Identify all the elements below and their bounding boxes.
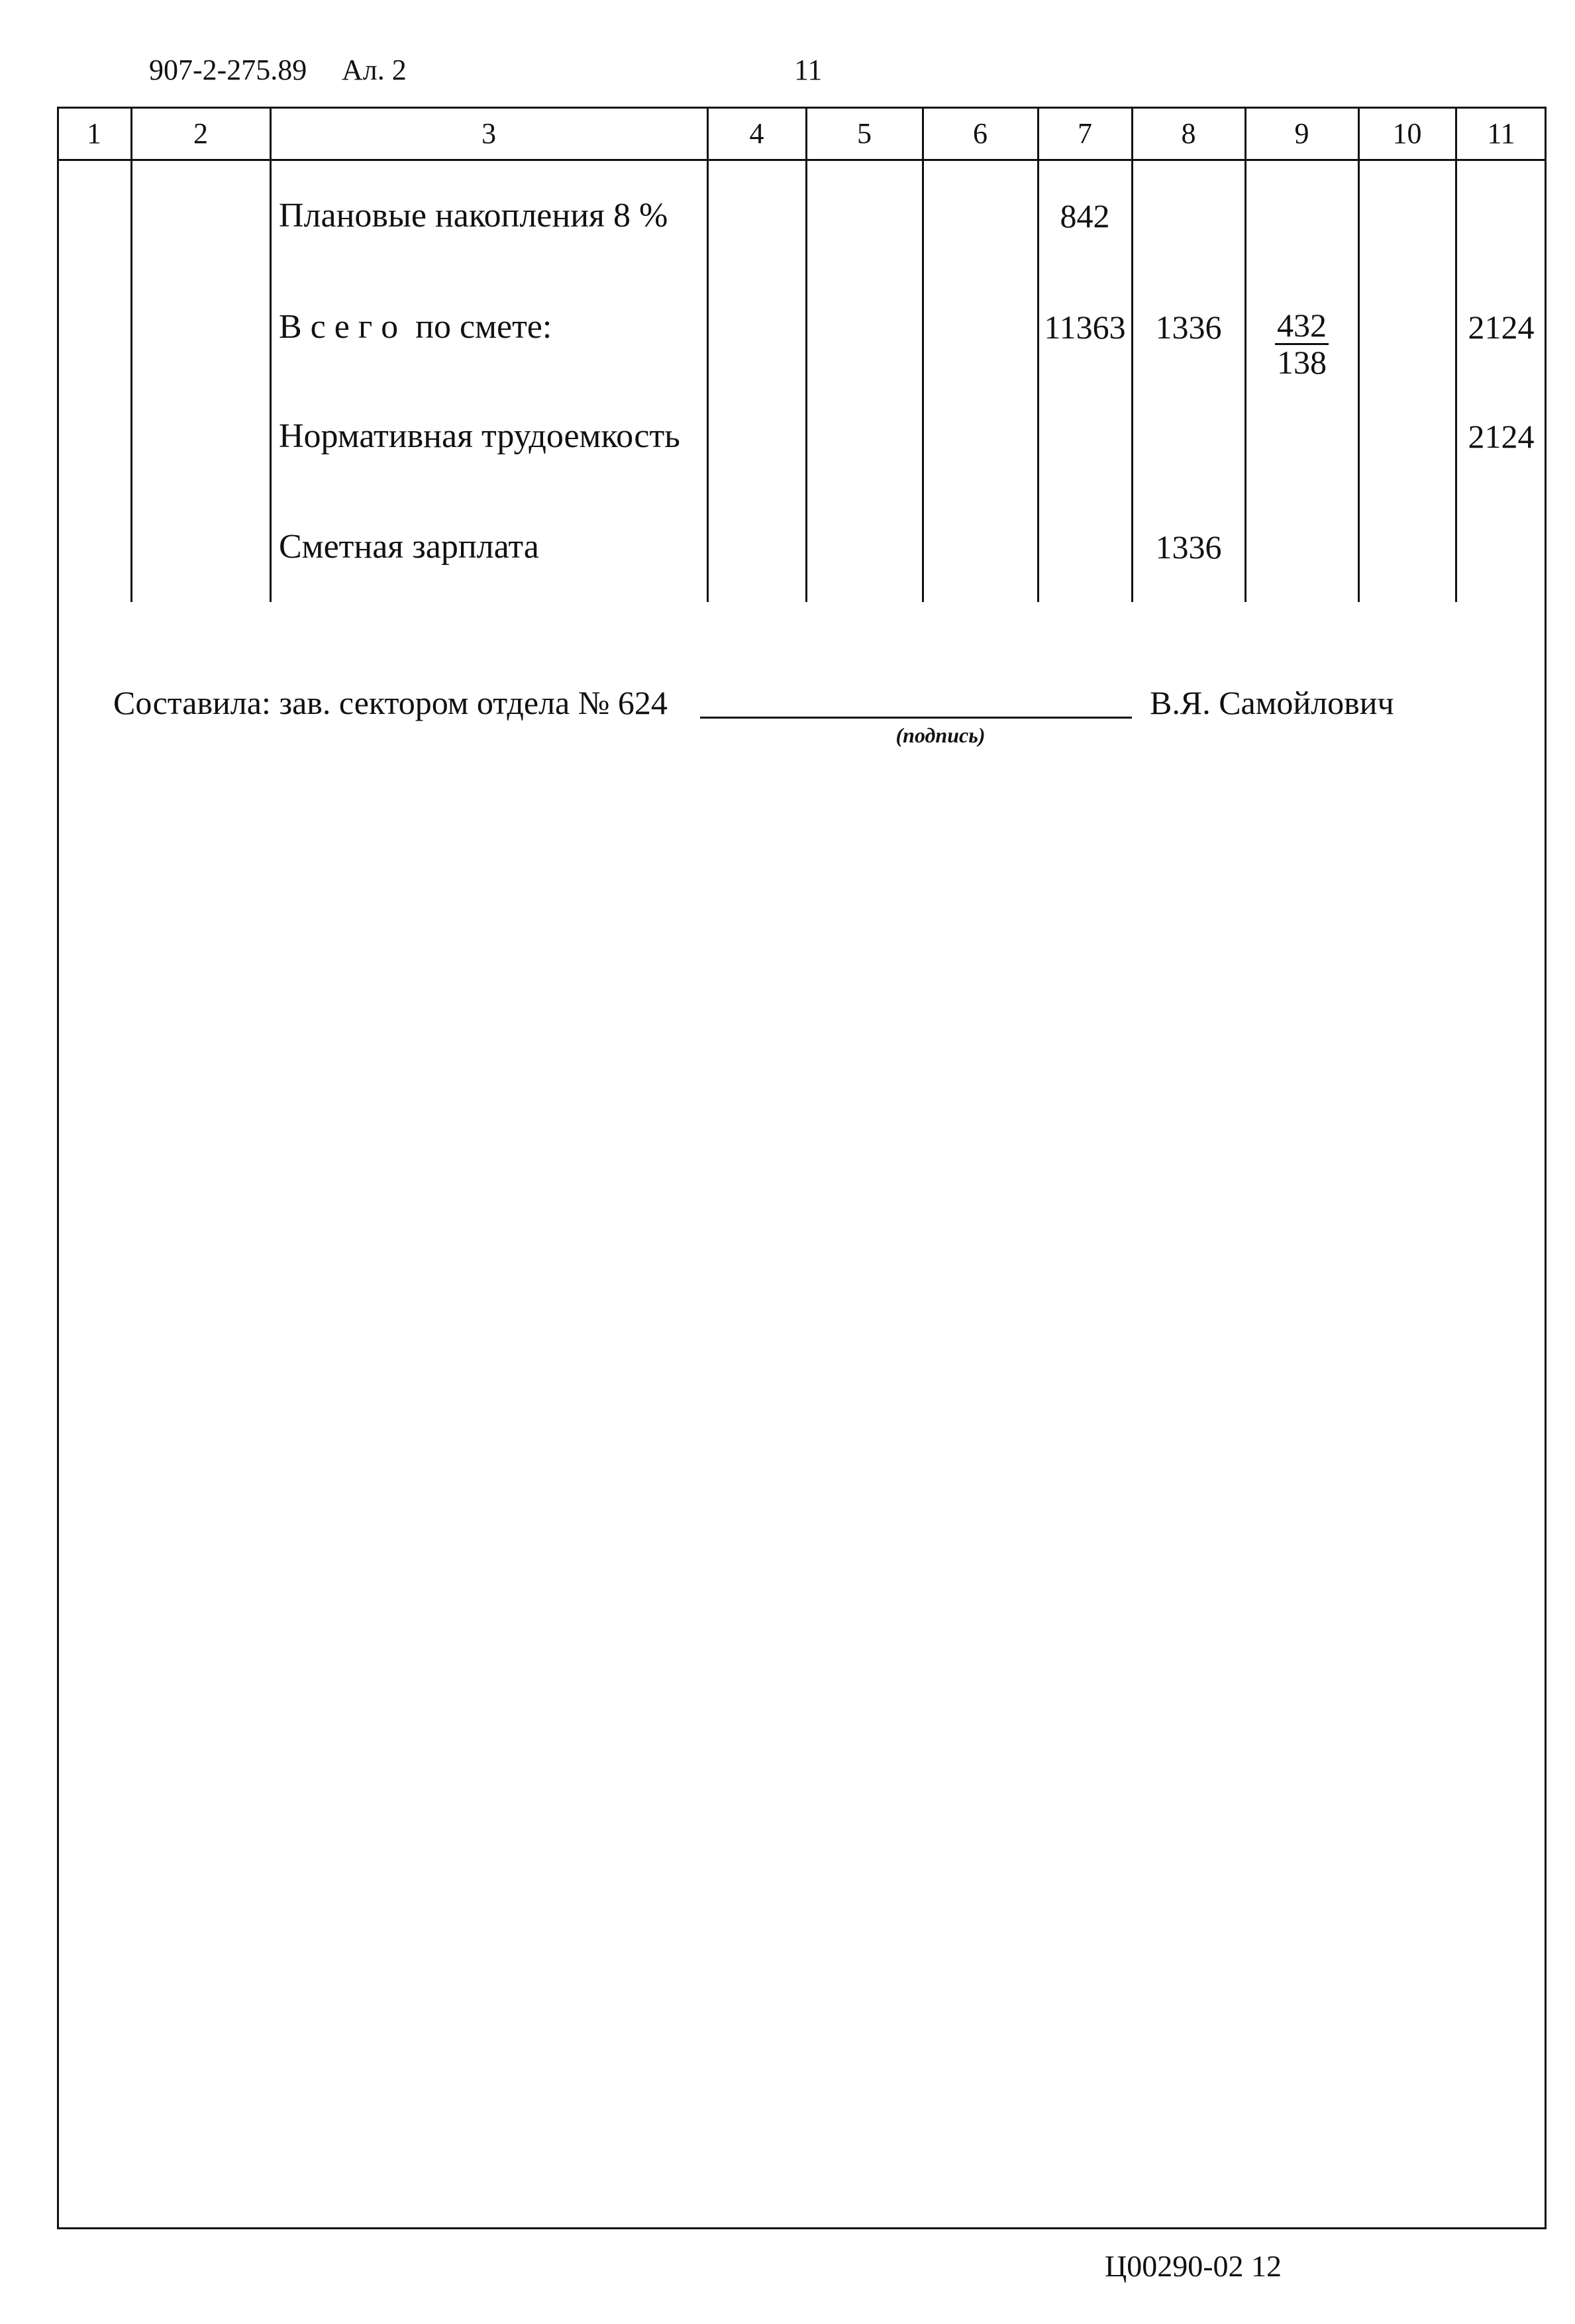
sheet-label: Ал. 2: [342, 54, 407, 86]
column-divider: [922, 107, 924, 602]
column-divider: [270, 107, 272, 602]
column-header-4: 4: [749, 117, 764, 150]
row-label-planned-savings: Плановые накопления 8 %: [279, 197, 668, 234]
compiled-by-label: Составила: зав. сектором отдела № 624: [113, 684, 668, 721]
row-label-estimated-wages: Сметная зарплата: [279, 528, 539, 566]
row-label-estimate-total: В с е г о по смете:: [279, 308, 552, 346]
column-header-3: 3: [482, 117, 496, 150]
signature-line: [700, 717, 1132, 719]
cell-estimate-total-col7: 11363: [1044, 309, 1126, 346]
column-divider: [707, 107, 709, 602]
footer-code: Ц00290-02 12: [1105, 2249, 1282, 2283]
page-number: 11: [794, 54, 823, 86]
column-divider: [130, 107, 132, 602]
column-header-11: 11: [1487, 117, 1515, 150]
column-divider: [1037, 107, 1039, 602]
cell-planned-savings-col7: 842: [1060, 197, 1110, 234]
header-row-divider: [57, 159, 1547, 161]
column-header-6: 6: [973, 117, 988, 150]
cell-standard-labor-col11: 2124: [1468, 418, 1535, 455]
column-header-7: 7: [1078, 117, 1092, 150]
signature-caption: (подпись): [895, 723, 986, 747]
document-code: 907-2-275.89: [149, 54, 307, 86]
row-label-standard-labor: Нормативная трудоемкость: [279, 417, 680, 455]
fraction-numerator: 432: [1275, 307, 1329, 345]
column-header-2: 2: [193, 117, 208, 150]
column-header-10: 10: [1392, 117, 1422, 150]
column-header-5: 5: [857, 117, 872, 150]
cell-estimate-total-col11: 2124: [1468, 309, 1535, 346]
cell-estimate-total-col9-fraction: [1245, 307, 1358, 379]
column-header-9: 9: [1294, 117, 1309, 150]
column-header-1: 1: [87, 117, 101, 150]
signer-name: В.Я. Самойлович: [1150, 684, 1394, 721]
column-divider: [805, 107, 807, 602]
cell-estimate-total-col8: 1336: [1155, 309, 1222, 346]
column-header-8: 8: [1181, 117, 1196, 150]
column-divider: [1455, 107, 1457, 602]
fraction-denominator: 138: [1277, 344, 1327, 381]
cell-estimated-wages-col8: 1336: [1155, 529, 1222, 566]
